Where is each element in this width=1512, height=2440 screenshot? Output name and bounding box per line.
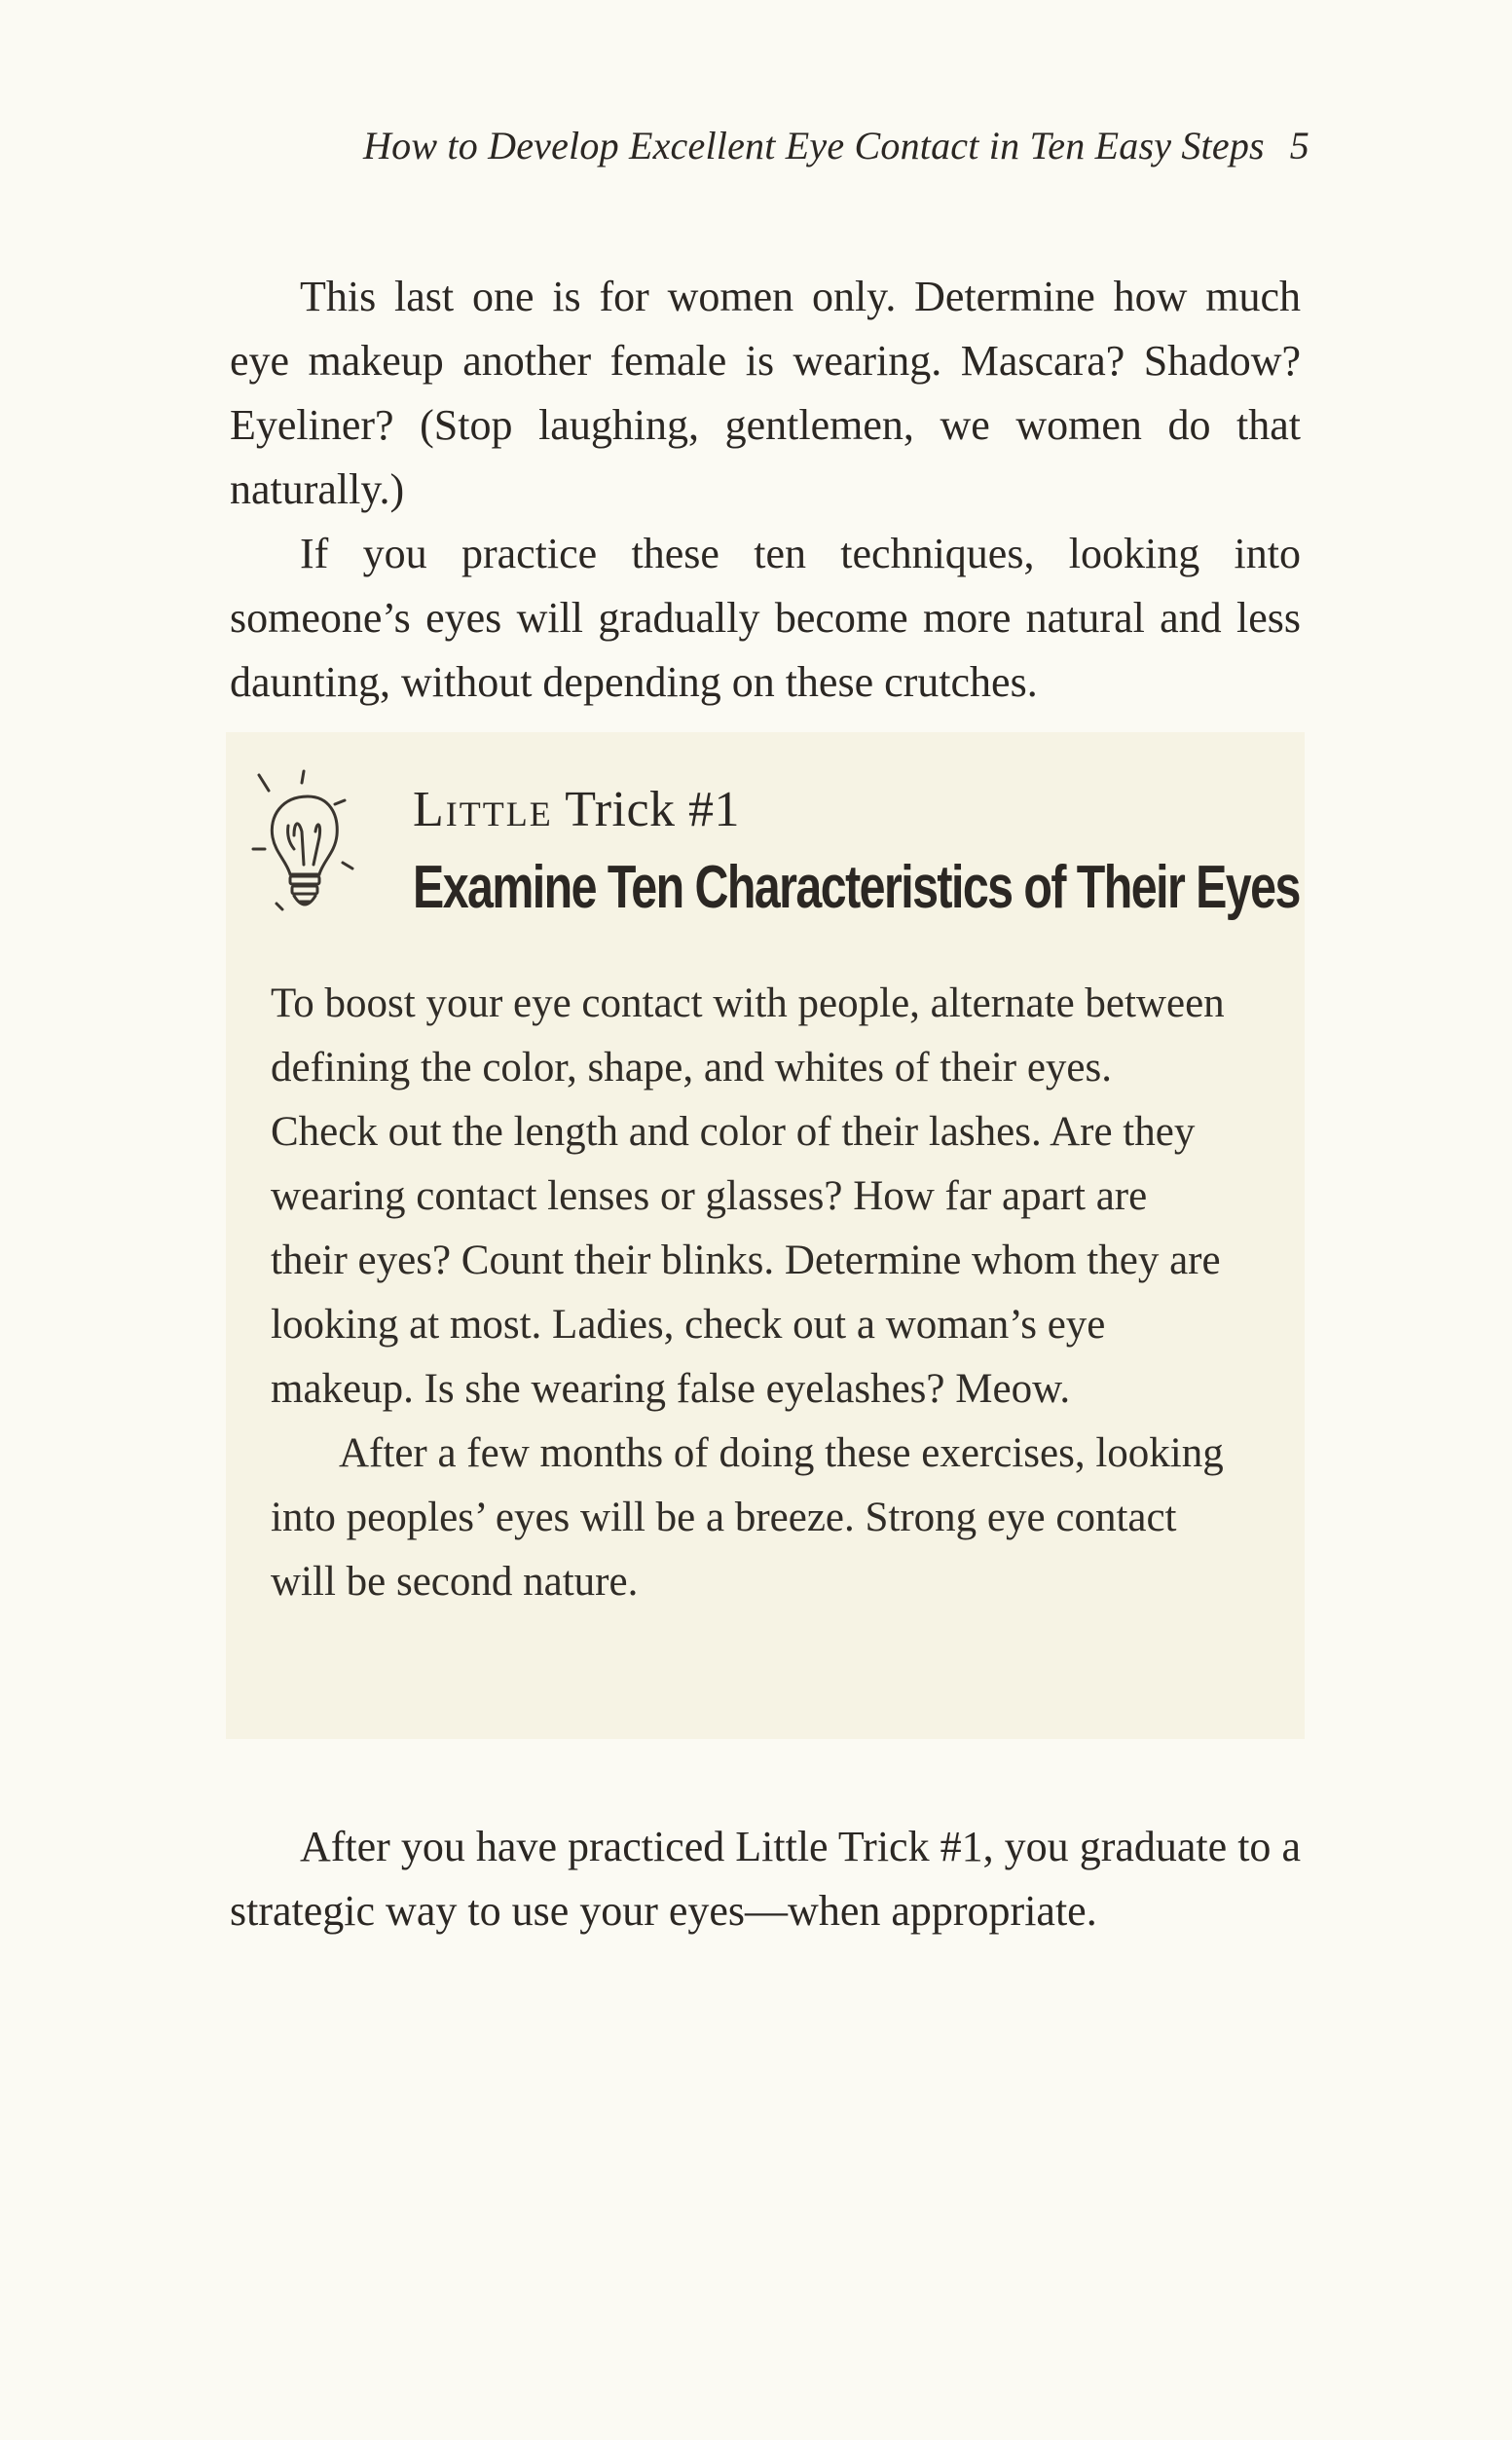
sidebar-body [271,972,1225,1614]
sidebar-kicker [413,781,740,838]
sidebar-paragraph-2: After a few months of doing these exercises, looking into peoples’ eyes will be a breeze. Strong eye contact will be second nature. [271,1430,1224,1605]
sidebar-title: Examine Ten Characteristics of Their Eyes [413,854,1300,921]
intro-paragraph-1: This last one is for women only. Determine how much eye makeup another female is wearing. Mascara? Shadow? Eyeliner? (Stop laughing, gentlemen, we women do that naturally.) [230,273,1301,513]
intro-paragraph-2: If you practice these ten techniques, looking into someone’s eyes will gradually become more natural and less daunting, without depending on these crutches. [230,530,1301,706]
running-head [0,123,1309,168]
closing-text [230,1815,1301,1943]
running-head-title: How to Develop Excellent Eye Contact in Ten Easy Steps [363,124,1265,167]
kicker-trick-number: Trick #1 [565,782,741,837]
page-number: 5 [1289,124,1309,167]
intro-text [230,265,1301,715]
closing-paragraph: After you have practiced Little Trick #1, you graduate to a strategic way to use your eyes—when appropriate. [230,1823,1301,1935]
lightbulb-icon [251,767,358,933]
little-trick-sidebar [226,732,1305,1739]
sidebar-paragraph-1: To boost your eye contact with people, alternate between defining the color, shape, and whites of their eyes. Check out the length and color of their lashes. Are they wearing contact lenses or glasses? How far apart are their eyes? Count their blinks. Determine whom they are looking at most. Ladies, check out a woman’s eye makeup. Is she wearing false eyelashes? Meow. [271,980,1225,1412]
kicker-little: Little [413,782,553,837]
